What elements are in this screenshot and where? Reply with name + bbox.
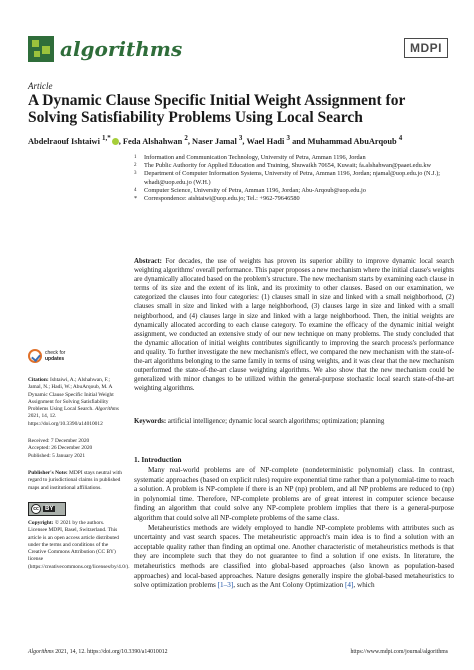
correspondence-text[interactable]: Correspondence: aishtaiwi@uop.edu.jo; Tel.: +962-79646580 — [144, 195, 300, 203]
citation-journal: Algorithms — [94, 406, 119, 413]
author-name[interactable]: Feda Alshahwan — [122, 136, 183, 146]
author-name[interactable]: Muhammad AbuArqoub — [307, 136, 397, 146]
introduction-body — [134, 466, 454, 591]
article-type: Article — [28, 81, 53, 91]
author-affiliation-sup: 3 — [286, 134, 290, 142]
affiliation-number: * — [134, 195, 138, 203]
check-updates-line1: check for — [45, 350, 66, 356]
author-name[interactable]: Naser Jamal — [192, 136, 237, 146]
published-date: Published: 5 January 2021 — [28, 452, 86, 459]
page-footer — [28, 649, 448, 655]
paragraph-text: , which — [353, 581, 375, 590]
author-affiliation-sup: 4 — [398, 134, 403, 142]
paragraph-text: , such as the Ant Colony Optimization — [233, 581, 346, 590]
copyright — [28, 520, 130, 571]
paragraph — [134, 524, 454, 591]
cc-by-label: BY — [45, 506, 54, 512]
copyright-label: Copyright: — [28, 520, 54, 526]
keywords-label: Keywords: — [134, 418, 167, 425]
publication-dates — [28, 438, 124, 460]
author-affiliation-sup: 3 — [238, 134, 243, 142]
abstract — [134, 257, 454, 393]
reference-link[interactable]: [1–3] — [217, 581, 234, 590]
abstract-text: For decades, the use of weights has proven its superior ability to improve dynamic local search weighting algorithms' overall performance. This paper proposes a new mechanism where the initial clause's weights are dynamically allocated based on the problem's structure. The new mechanism starts by examining each clause in terms of its size and the extent of its link, and its proximity to other clauses. Based on our examination, we categorized the clauses into four categories: (1) clauses small in size and linked with a small neighborhood, (2) clauses small in size and linked with a large neighborhood, (3) clauses large in size and linked with a small neighborhood, and (4) clauses large in size and linked with a large neighborhood. Then, the initial weights are dynamically allocated according to each clause category. To examine the efficacy of the dynamic initial weight assignment, we conducted an extensive study of our new technique on many problems. The study concluded that the dynamic allocation of initial weights contributes significantly to improving the search process's performance and quality. To further investigate the new mechanism's effect, we compared the new mechanism with the state-of-the-art algorithms belonging to the same family in terms of using weights, and it was clear that the new mechanism outperformed the state-of-the-art clause weighting algorithms. We also show that the new mechanism could be generalized with minor changes to be utilized within the general-purpose stochastic local search state-of-the-art weighting algorithms. — [134, 258, 454, 393]
author-name[interactable]: Wael Hadi — [246, 136, 285, 146]
accepted-date: Accepted: 26 December 2020 — [28, 445, 93, 452]
affiliation-number: 3 — [134, 171, 137, 177]
affiliation-text: Department of Computer Information Systems, University of Petra, Amman 1196, Jordan; njamal@uop.edu.jo (N.J.); whadi@uop.edu.jo (W.H.) — [144, 170, 441, 186]
cc-by-license-icon[interactable] — [28, 502, 66, 516]
citation-label: Citation: — [28, 377, 49, 383]
received-date: Received: 7 December 2020 — [28, 438, 90, 444]
publisher-logo[interactable]: MDPI — [404, 38, 448, 58]
affiliation-text: The Public Authority for Applied Education and Training, Shuwaikh 70654, Kuwait; fa.alshahwan@paaet.edu.kw — [144, 162, 432, 170]
affiliation-number: 4 — [134, 187, 137, 193]
check-updates-label — [45, 350, 65, 362]
footer-journal-url[interactable]: https://www.mdpi.com/journal/algorithms — [350, 649, 448, 655]
abstract-label: Abstract: — [134, 258, 162, 265]
author-affiliation-sup: 1,* — [102, 134, 111, 142]
affiliation-text: Information and Communication Technology, University of Petra, Amman 1196, Jordan — [144, 154, 366, 161]
citation-text: Ishtaiwi, A.; Alshahwan, F.; Jamal, N.; Hadi, W.; AbuArqoub, M. A Dynamic Clause Specific Initial Weight Assignment for Solving Satisfiability Problems Using Local Search. — [28, 377, 114, 413]
copyright-text: © 2021 by the authors. Licensee MDPI, Basel, Switzerland. This article is an open access article distributed under the terms and conditions of the Creative Commons Attribution (CC BY) license (https://creativecommons.org/licenses/by/4.0/). — [28, 520, 130, 570]
citation-doi[interactable]: 2021, 14, 12. https://doi.org/10.3390/a14010012 — [28, 413, 103, 427]
paragraph-text: Metaheuristics methods are widely employed to handle NP-complete problems with attributes such as uncertainty and vast search spaces. The metaheuristic approach's main idea is to find a solution with an acceptable quality rather than finding an optimal one. Another characteristic of metaheuristics methods is that they are incomplete such that they do not guarantee to find a solution if one exists. In literature, the metaheuristics methods are classified into global-based approaches (also known as population-based approaches) and local-based approaches. Nature designs generally inspire the global-based metaheuristics to solve optimization problems — [134, 523, 454, 590]
affiliation-text: Computer Science, University of Petra, Amman 1196, Jordan; Abu-Arqoub@uop.edu.jo — [144, 186, 366, 194]
affiliation-item — [134, 154, 464, 162]
footer-citation — [28, 649, 168, 655]
affiliation-number: 2 — [134, 163, 137, 169]
citation — [28, 377, 124, 428]
check-for-updates-button[interactable] — [28, 348, 78, 366]
footer-doi[interactable]: 2021, 14, 12. https://doi.org/10.3390/a14010012 — [53, 649, 168, 655]
cc-mark: cc — [31, 504, 41, 514]
author-list: Abdelraouf Ishtaiwi $^{1,*}$ , Feda Alshahwan $^2$, Naser Jamal $^3$, Wael Hadi $^3$ and Muhammad AbuArqoub $^4$ — [28, 134, 403, 146]
publisher-note — [28, 470, 124, 492]
orcid-icon[interactable] — [112, 138, 119, 145]
affiliation-number: 1 — [134, 155, 137, 160]
check-updates-icon — [28, 349, 42, 363]
journal-name[interactable]: algorithms — [60, 37, 183, 61]
publisher-note-text: MDPI stays neutral with regard to jurisdictional claims in published maps and institutional affiliations. — [28, 470, 122, 491]
author-affiliation-sup: 2 — [184, 134, 188, 142]
affiliation-item — [134, 162, 464, 170]
affiliation-item — [134, 170, 464, 186]
article-title: A Dynamic Clause Specific Initial Weight Assignment for Solving Satisfiability Problems Using Local Search — [28, 92, 406, 126]
correspondence — [134, 195, 464, 203]
section-heading: 1. Introduction — [134, 455, 182, 464]
affiliation-list — [134, 154, 464, 203]
journal-logo-icon — [28, 36, 54, 62]
reference-link[interactable]: [4] — [345, 581, 354, 590]
author-name[interactable]: Abdelraouf Ishtaiwi — [28, 136, 100, 146]
check-updates-line2: updates — [45, 356, 65, 362]
journal-header — [28, 30, 448, 66]
affiliation-item — [134, 187, 464, 195]
keywords-text: artificial intelligence; dynamic local search algorithms; optimization; planning — [167, 418, 385, 425]
paragraph: Many real-world problems are of NP-complete (nondeterministic polynomial) class. In contrast, systematic approaches (based on explicit rules) require exponential time rather than a polynomial-time to reach a solution. A problem is NP-complete if there is an NP (np) problem, and all NP problems are reduced to (np) in polynomial time. Therefore, NP-complete problems are of great interest in computer science because finding an algorithm that could solve any NP-complete problem implies that there is a general-purpose algorithm that could solve all NP-complete problems of the same class. — [134, 466, 454, 522]
footer-journal: Algorithms — [28, 649, 54, 655]
keywords — [134, 417, 454, 426]
publisher-note-label: Publisher's Note: — [28, 470, 68, 476]
